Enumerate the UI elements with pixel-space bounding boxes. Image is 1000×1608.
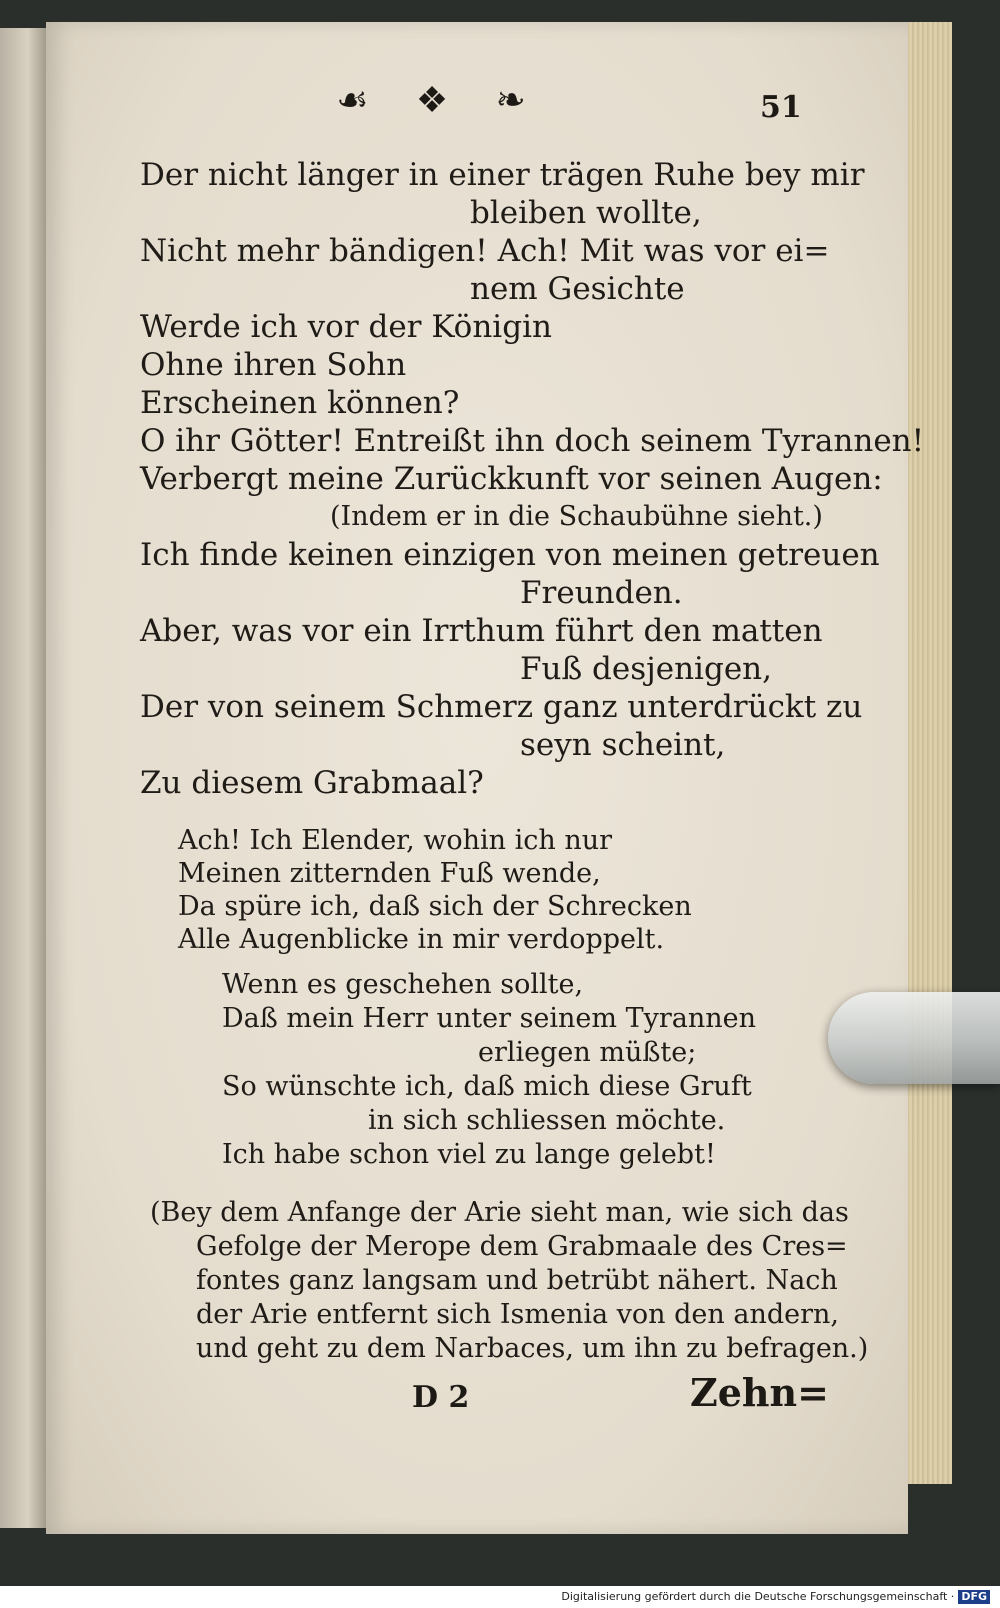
signature-mark: D 2	[412, 1380, 470, 1415]
recitative-line: seyn scheint,	[520, 727, 726, 763]
recitative-line: Aber, was vor ein Irrthum führt den matten	[140, 613, 823, 649]
recitative-line: Ich finde keinen einzigen von meinen getreuen	[140, 537, 880, 573]
aria-line: Meinen zitternden Fuß wende,	[178, 858, 601, 889]
recitative-line: nem Gesichte	[470, 271, 685, 307]
recitative-line: Fuß desjenigen,	[520, 651, 772, 687]
recitative-line: Verbergt meine Zurückkunft vor seinen Augen:	[140, 461, 883, 497]
aria-line: Ach! Ich Elender, wohin ich nur	[178, 825, 613, 856]
aria-line: Ich habe schon viel zu lange gelebt!	[222, 1139, 716, 1170]
stage-direction-line: (Bey dem Anfange der Arie sieht man, wie sich das	[150, 1197, 849, 1228]
stage-direction-line: der Arie entfernt sich Ismenia von den andern,	[196, 1299, 840, 1330]
dfg-logo: DFG	[958, 1590, 990, 1604]
recitative-line: Nicht mehr bändigen! Ach! Mit was vor ei=	[140, 233, 830, 269]
left-page-edge	[0, 28, 46, 1528]
footer-credit: Digitalisierung gefördert durch die Deutsche Forschungsgemeinschaft ·	[561, 1590, 955, 1603]
stage-direction-line: Gefolge der Merope dem Grabmaale des Cres=	[196, 1231, 848, 1262]
stage-aside: (Indem er in die Schaubühne sieht.)	[330, 501, 823, 532]
recitative-line: bleiben wollte,	[470, 195, 702, 231]
aria-line: Da spüre ich, daß sich der Schrecken	[178, 891, 692, 922]
aria-line: Wenn es geschehen sollte,	[222, 969, 584, 1000]
page-marker-tab	[828, 992, 1000, 1084]
page-number: 51	[760, 90, 802, 125]
recitative-line: Freunden.	[520, 575, 683, 611]
recitative-line: Werde ich vor der Königin	[140, 309, 552, 345]
header-ornament: ☙ ❖ ❧	[336, 80, 544, 121]
recitative-line: Ohne ihren Sohn	[140, 347, 407, 383]
aria-line: So wünschte ich, daß mich diese Gruft	[222, 1071, 752, 1102]
recitative-line: Erscheinen können?	[140, 385, 460, 421]
aria-line: Daß mein Herr unter seinem Tyrannen	[222, 1003, 757, 1034]
aria-line: erliegen müßte;	[478, 1037, 697, 1068]
recitative-line: Zu diesem Grabmaal?	[140, 765, 484, 801]
catchword: Zehn=	[690, 1370, 830, 1415]
footer-bar	[0, 1586, 1000, 1608]
stage-direction-line: und geht zu dem Narbaces, um ihn zu befragen.)	[196, 1333, 869, 1364]
stage-direction-line: fontes ganz langsam und betrübt nähert. Nach	[196, 1265, 838, 1296]
aria-line: in sich schliessen möchte.	[368, 1105, 726, 1136]
aria-line: Alle Augenblicke in mir verdoppelt.	[178, 924, 665, 955]
recitative-line: Der nicht länger in einer trägen Ruhe bey mir	[140, 157, 865, 193]
recitative-line: Der von seinem Schmerz ganz unterdrückt zu	[140, 689, 863, 725]
recitative-line: O ihr Götter! Entreißt ihn doch seinem Tyrannen!	[140, 423, 925, 459]
page-edges	[908, 22, 952, 1484]
